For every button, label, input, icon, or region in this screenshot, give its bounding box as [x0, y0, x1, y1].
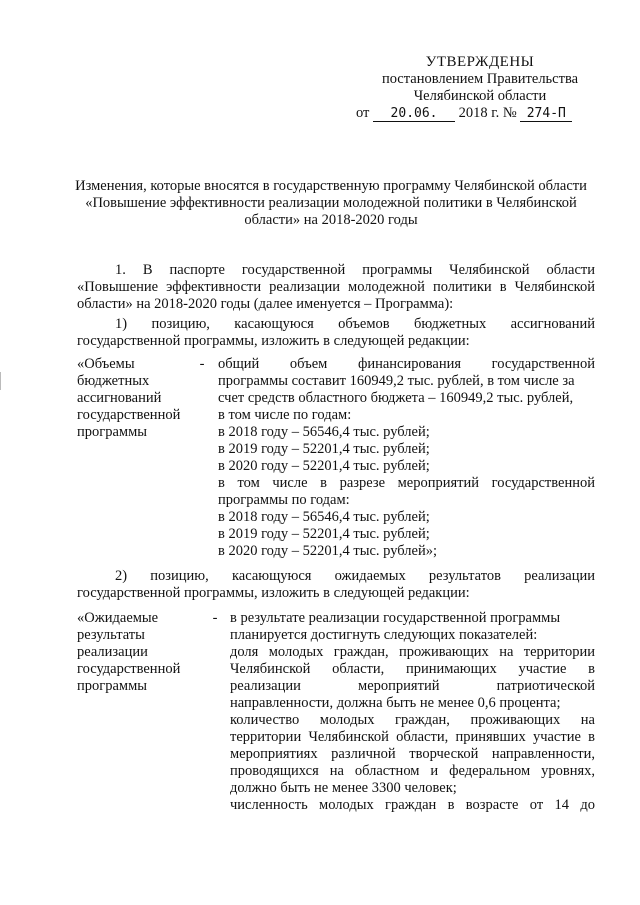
approval-title: УТВЕРЖДЕНЫ	[425, 54, 535, 70]
block-2-label-line: реализации	[77, 644, 148, 660]
approval-from: от	[356, 105, 370, 121]
block-2-line: в результате реализации государственной программы	[230, 610, 561, 626]
paragraph-1-line-1: 1. В паспорте государственной программы Челябинской области	[115, 262, 595, 278]
block-1-line: счет средств областного бюджета – 160949,2 тыс. рублей,	[218, 390, 574, 406]
block-1-label	[77, 356, 212, 441]
block-1-line: в том числе в разрезе мероприятий государственной	[218, 475, 595, 491]
block-1-line: программы по годам:	[218, 492, 350, 508]
block-2-text	[230, 610, 595, 814]
approval-number: 274-П	[520, 106, 572, 122]
paragraph-1	[77, 262, 595, 313]
scan-margin-mark	[0, 372, 1, 390]
block-2-label-line: государственной	[77, 661, 181, 677]
block-1-line: программы составит 160949,2 тыс. рублей, в том числе за	[218, 373, 575, 389]
block-2-line: территории Челябинской области, принявших участие в	[230, 729, 595, 745]
paragraph-3-line-1: 2) позицию, касающуюся ожидаемых результатов реализации	[115, 568, 595, 584]
approval-line-2: Челябинской области	[413, 88, 547, 104]
paragraph-2-line-1: 1) позицию, касающуюся объемов бюджетных ассигнований	[115, 316, 595, 332]
paragraph-1-rest: «Повышение эффективности реализации молодежной политики в Челябинской области» на 2018-2020 годы (далее именуется – Программа):	[77, 279, 595, 312]
block-2-dash: -	[212, 610, 218, 626]
block-2-line: количество молодых граждан, проживающих на	[230, 712, 595, 728]
block-1-line: в 2019 году – 52201,4 тыс. рублей;	[218, 526, 430, 542]
block-2-line: численность молодых граждан в возрасте от 14 до	[230, 797, 595, 813]
block-2-line: направленности, должна быть не менее 0,6 процента;	[230, 695, 561, 711]
block-1-line: в том числе по годам:	[218, 407, 352, 423]
paragraph-2	[77, 316, 595, 350]
block-1-line: в 2020 году – 52201,4 тыс. рублей;	[218, 458, 430, 474]
block-2-label-line: результаты	[77, 627, 145, 643]
approval-year: 2018 г. №	[458, 105, 517, 121]
block-1-label-line: «Объемы	[77, 356, 135, 372]
block-2-line: планируется достигнуть следующих показателей:	[230, 627, 538, 643]
block-1-line: в 2018 году – 56546,4 тыс. рублей;	[218, 424, 430, 440]
paragraph-3-rest: государственной программы, изложить в следующей редакции:	[77, 585, 470, 601]
block-1-dash: -	[199, 356, 205, 372]
block-1-line: в 2020 году – 52201,4 тыс. рублей»;	[218, 543, 438, 559]
approval-stamp	[340, 54, 620, 122]
block-1-label-line: бюджетных	[77, 373, 150, 389]
block-1-line: в 2018 году – 56546,4 тыс. рублей;	[218, 509, 430, 525]
paragraph-2-rest: государственной программы, изложить в следующей редакции:	[77, 333, 470, 349]
block-2-label-line: «Ожидаемые	[77, 610, 159, 626]
block-1-text	[218, 356, 595, 560]
block-2-line: Челябинской области, принимающих участие в	[230, 661, 595, 677]
block-1-line: в 2019 году – 52201,4 тыс. рублей;	[218, 441, 430, 457]
block-2-label-line: программы	[77, 678, 147, 694]
paragraph-3	[77, 568, 595, 602]
block-1-line: общий объем финансирования государственной	[218, 356, 595, 372]
block-2-line: доля молодых граждан, проживающих на территории	[230, 644, 595, 660]
block-1-label-line: ассигнований	[77, 390, 162, 406]
approval-date-line	[356, 105, 620, 122]
block-2-line: мероприятиях различной творческой направленности,	[230, 746, 595, 762]
approval-line-1: постановлением Правительства	[381, 71, 579, 87]
block-1-label-line: государственной	[77, 407, 181, 423]
block-1-label-line: программы	[77, 424, 147, 440]
block-2-line: должно быть не менее 3300 человек;	[230, 780, 457, 796]
block-2-line: проводящихся на областном и федеральном уровнях,	[230, 763, 595, 779]
block-2-label	[77, 610, 212, 695]
approval-date: 20.06.	[373, 106, 455, 122]
block-2-line: реализации мероприятий патриотической	[230, 678, 595, 694]
document-heading: Изменения, которые вносятся в государственную программу Челябинской области «Повышение эффективности реализации молодежной политики в Челябинской области» на 2018-2020 годы	[75, 178, 587, 228]
